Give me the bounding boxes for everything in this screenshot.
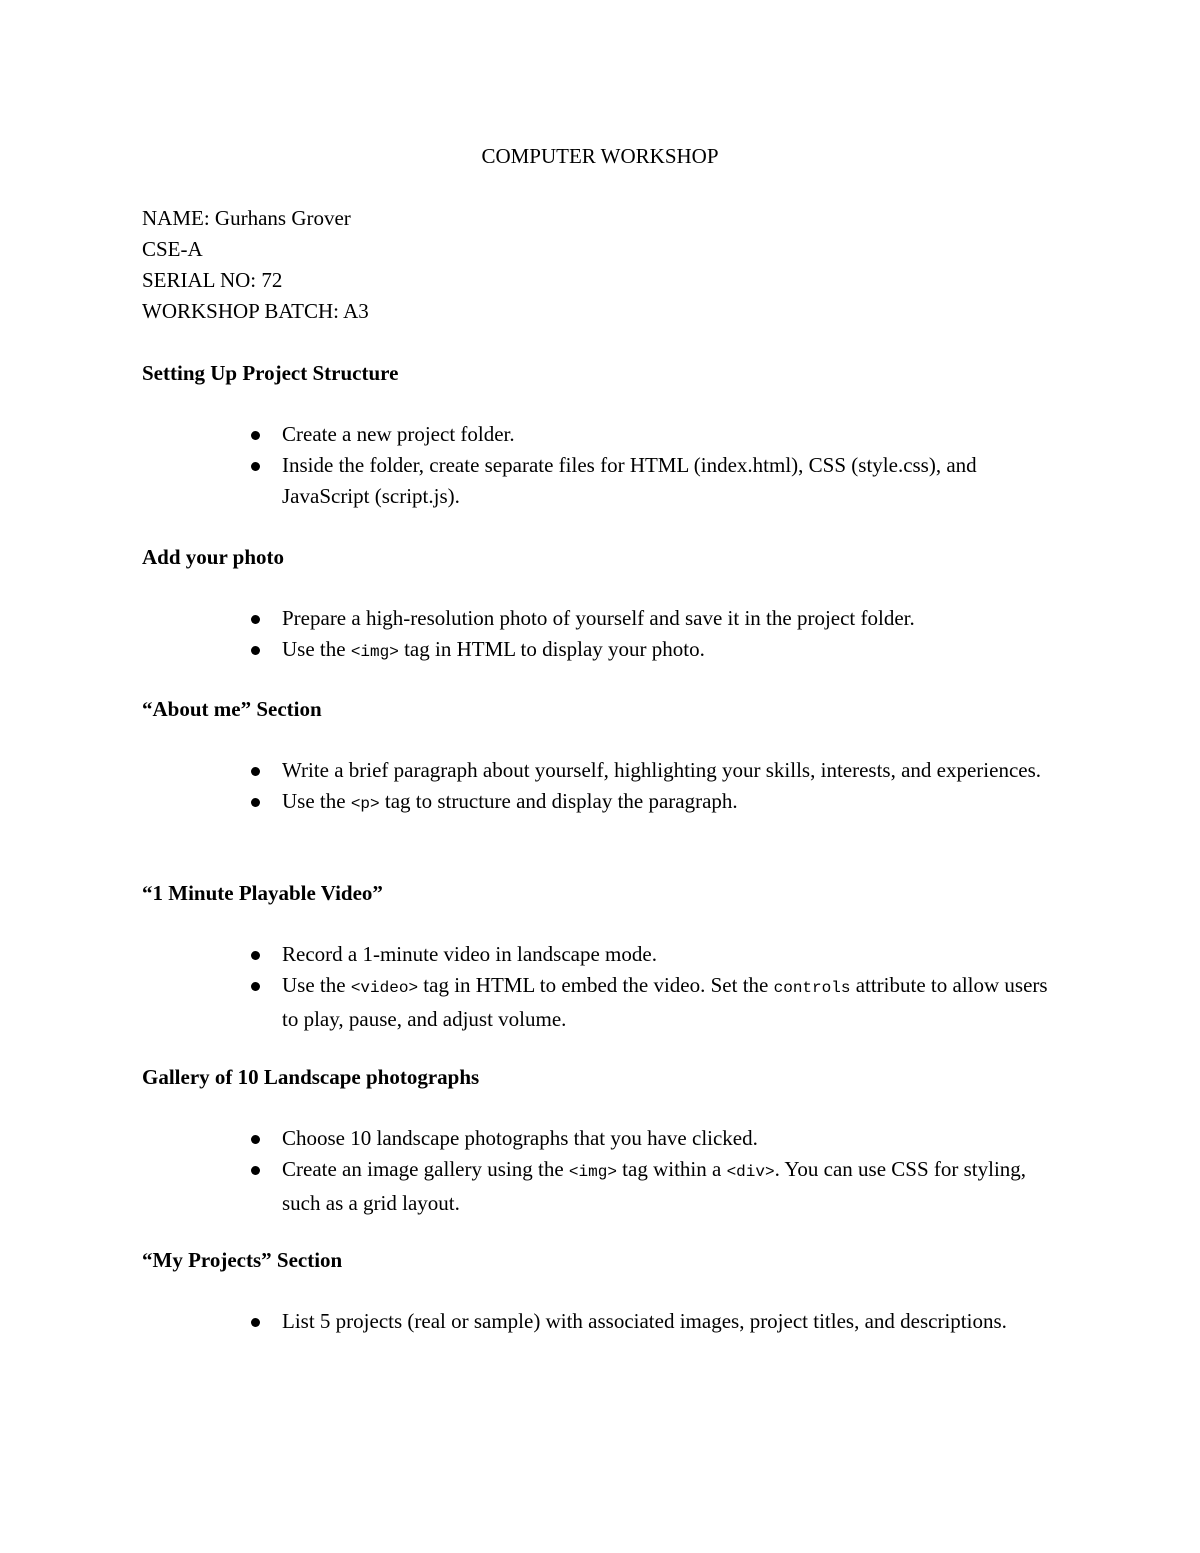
list-item — [142, 939, 1062, 970]
section-heading: Add your photo — [142, 545, 284, 569]
bullet-icon — [251, 646, 260, 655]
list-item-text: List 5 projects (real or sample) with associated images, project titles, and descriptions. — [282, 1309, 1007, 1333]
list-item-text: Create a new project folder. — [282, 422, 515, 446]
bullet-list — [142, 1306, 1062, 1337]
list-item — [142, 634, 1062, 668]
code-tag: <img> — [568, 1163, 617, 1181]
list-item-text: Use the — [282, 637, 351, 661]
workshop-batch: WORKSHOP BATCH: A3 — [142, 299, 369, 323]
list-item-text: attribute to allow users to play, pause, and adjust volume. — [282, 973, 1048, 1031]
bullet-icon — [251, 767, 260, 776]
bullet-list — [142, 755, 1062, 820]
list-item-text: Inside the folder, create separate files for HTML (index.html), CSS (style.css), and JavaScript (script.js). — [282, 453, 977, 508]
list-item — [142, 970, 1062, 1035]
section-heading: “About me” Section — [142, 697, 322, 721]
student-name: NAME: Gurhans Grover — [142, 206, 351, 230]
student-section: CSE-A — [142, 237, 203, 261]
code-attribute: controls — [773, 979, 851, 997]
list-item-text: tag to structure and display the paragraph. — [379, 789, 738, 813]
list-item — [142, 755, 1062, 786]
list-item — [142, 1154, 1062, 1219]
bullet-icon — [251, 982, 260, 991]
list-item-text: tag within a — [616, 1157, 727, 1181]
section-gallery — [142, 1062, 1062, 1219]
code-tag: <p> — [350, 795, 380, 813]
code-tag: <video> — [350, 979, 419, 997]
section-heading: Gallery of 10 Landscape photographs — [142, 1065, 480, 1089]
bullet-icon — [251, 1166, 260, 1175]
list-item — [142, 786, 1062, 820]
list-item-text: Use the — [282, 973, 351, 997]
document-title: COMPUTER WORKSHOP — [481, 144, 719, 168]
list-item-text: tag in HTML to display your photo. — [398, 637, 705, 661]
bullet-list — [142, 1123, 1062, 1219]
code-tag: <img> — [350, 643, 399, 661]
section-about-me — [142, 694, 1062, 820]
bullet-icon — [251, 462, 260, 471]
list-item-text: Prepare a high-resolution photo of yourself and save it in the project folder. — [282, 606, 915, 630]
list-item — [142, 1123, 1062, 1154]
bullet-list — [142, 419, 1062, 512]
serial-number: SERIAL NO: 72 — [142, 268, 283, 292]
list-item — [142, 603, 1062, 634]
list-item — [142, 450, 1062, 512]
student-info — [142, 203, 369, 327]
section-heading: “1 Minute Playable Video” — [142, 881, 383, 905]
bullet-icon — [251, 951, 260, 960]
bullet-icon — [251, 1318, 260, 1327]
bullet-list — [142, 603, 1062, 668]
list-item-text: . You can use CSS for styling, such as a grid layout. — [282, 1157, 1027, 1215]
bullet-icon — [251, 431, 260, 440]
list-item-text: Write a brief paragraph about yourself, highlighting your skills, interests, and experiences. — [282, 758, 1042, 782]
list-item-text: Choose 10 landscape photographs that you have clicked. — [282, 1126, 758, 1150]
list-item-text: Create an image gallery using the — [282, 1157, 569, 1181]
section-my-projects — [142, 1245, 1062, 1337]
section-heading: Setting Up Project Structure — [142, 361, 399, 385]
bullet-list — [142, 939, 1062, 1035]
section-video — [142, 878, 1062, 1035]
list-item-text: Record a 1-minute video in landscape mode. — [282, 942, 657, 966]
list-item-text: tag in HTML to embed the video. Set the — [418, 973, 774, 997]
section-heading: “My Projects” Section — [142, 1248, 343, 1272]
list-item — [142, 419, 1062, 450]
list-item-text: Use the — [282, 789, 351, 813]
section-add-photo — [142, 542, 1062, 668]
section-project-structure — [142, 358, 1062, 512]
list-item — [142, 1306, 1062, 1337]
bullet-icon — [251, 615, 260, 624]
bullet-icon — [251, 1135, 260, 1144]
code-tag: <div> — [726, 1163, 775, 1181]
bullet-icon — [251, 798, 260, 807]
